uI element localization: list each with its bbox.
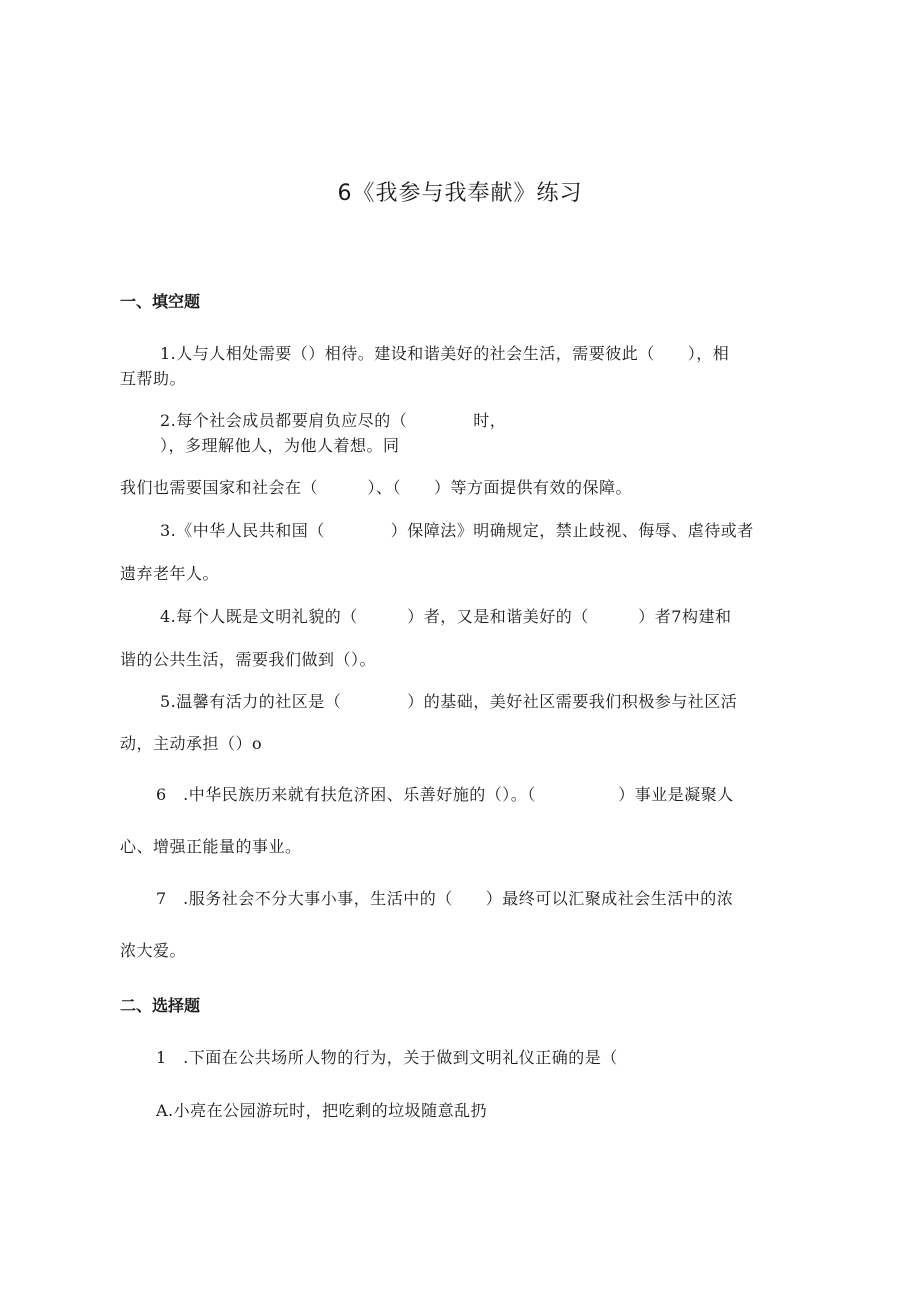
question-line: 遗弃老年人。 (120, 564, 220, 583)
question-line: 2.每个社会成员都要肩负应尽的（ 时， (160, 411, 507, 430)
question-line: 1 .下面在公共场所人物的行为，关于做到文明礼仪正确的是（ (156, 1048, 618, 1067)
section-heading-fill-in: 一、填空题 (120, 292, 201, 311)
question-line: ），多理解他人，为他人着想。同 (160, 436, 400, 455)
question-line: 4.每个人既是文明礼貌的（ ）者，又是和谐美好的（ ）者7构建和 (160, 607, 732, 626)
question-line: 互帮助。 (120, 369, 187, 388)
question-line: 1.人与人相处需要（）相待。建设和谐美好的社会生活，需要彼此（ ），相 (160, 344, 730, 363)
section-heading-choice: 二、选择题 (120, 996, 201, 1015)
option-line: A.小亮在公园游玩时，把吃剩的垃圾随意乱扔 (156, 1101, 488, 1120)
question-line: 7 .服务社会不分大事小事，生活中的（ ）最终可以汇聚成社会生活中的浓 (156, 889, 734, 908)
question-line: 浓大爱。 (120, 941, 187, 960)
question-line: 心、增强正能量的事业。 (120, 837, 302, 856)
question-line: 谐的公共生活，需要我们做到（）。 (120, 650, 377, 669)
question-line: 3.《中华人民共和国（ ）保障法》明确规定，禁止歧视、侮辱、虐待或者 (160, 521, 754, 540)
page-title: 6《我参与我奉献》练习 (337, 181, 583, 206)
question-line: 6 .中华民族历来就有扶危济困、乐善好施的（）。（ ）事业是凝聚人 (156, 785, 734, 804)
question-line: 5.温馨有活力的社区是（ ）的基础，美好社区需要我们积极参与社区活 (160, 692, 738, 711)
question-line: 动，主动承担（）o (120, 734, 263, 753)
question-line: 我们也需要国家和社会在（ ）、（ ）等方面提供有效的保障。 (120, 478, 633, 497)
